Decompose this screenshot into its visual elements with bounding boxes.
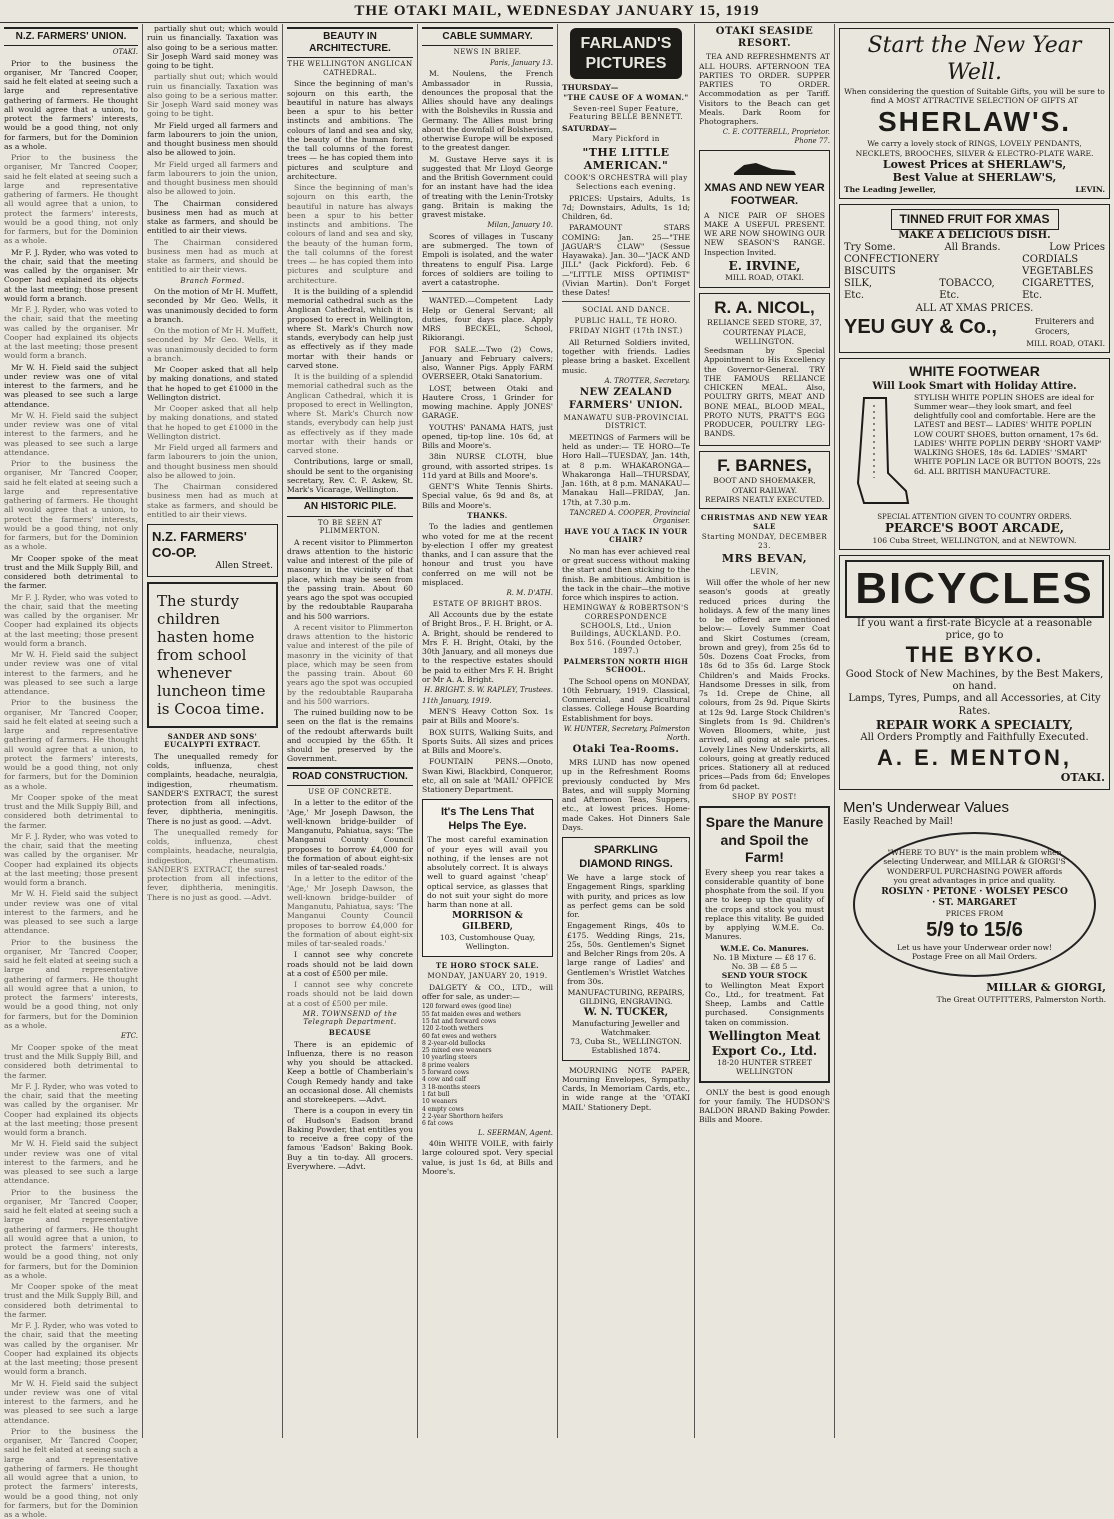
stock-item: 25 mixed ewe weaners [422,1047,492,1055]
white-special: SPECIAL ATTENTION GIVEN TO COUNTRY ORDERS. [877,512,1072,521]
historic-p2: The ruined building now to be seen on the flat is the remains of the redoubt afterwards built and occupied by the 65th. It should be preserved by the Government. [287,708,413,764]
farmers-union-p8: Prior to the business the organiser, Mr Tancred Cooper, said he felt elated at seeing such a large and representative gathering of farmers. He thought all would agree that a union, to protect the farmers' interests, would be a good thing, not only for farmers, but for the Dominion as a whole. [4,1187,138,1280]
lens-body: The most careful examination of your eyes will avail you nothing, if the lenses are not absolutely correct. It is always well to guard against 'cheap' optical service, as glasses that do not suit your sight do more harm than none at all. [427,835,548,909]
coop-ad-title: N.Z. FARMERS' CO-OP. [152,529,247,560]
col2-p1b: partially shut out; which would ruin us financially. Taxation was also going to be a serious matter. Sir Joseph Ward said money was going to be tight. [147,72,278,119]
menton-name: A. E. MENTON, [876,744,1073,770]
thanks-title: THANKS. [467,510,508,520]
manure-ad [699,806,830,1082]
cable-p2: M. Gustave Herve says it is suggested that Mr Lloyd George and the British Government could for an instant have had the idea of treating with the Lenin-Trotsky gang. Britain is making the gravest mistake. [422,154,553,219]
fruit-item [939,266,1022,278]
nzfu-signature: TANCRED A. COOPER, Provincial Organiser. [569,508,690,526]
farmers-union-p4-cont: Mr F. J. Ryder, who was voted to the chair, said that the meeting was called by the organiser. Mr Cooper had explained its objects at the last meeting; those present would form a branch. [4,592,138,648]
farmers-union-p3-cont2: Prior to the business the organiser, Mr Tancred Cooper, said he felt elated at seeing such a large and representative gathering of farmers. He thought all would agree that a union, to protect the farmers' interests, would be a good thing, not only for farmers, but for the Dominion as a whole. [4,459,138,552]
nzfu-subtitle: MANAWATU SUB-PROVINCIAL DISTRICT. [563,413,689,431]
xmas-footwear-ad [699,150,830,287]
manure-sub: W.M.E. Co. Manures. [720,943,809,953]
nicol-name: R. A. NICOL, [714,297,815,317]
col2-p5b: Mr Cooper asked that all help by making donations, and stated that he hoped to get £1000 in the Wellington district. [147,404,278,441]
farlands-logo: FARLAND'S PICTURES [570,28,682,79]
resort-title: OTAKI SEASIDE RESORT. [715,26,814,50]
newyear-title: Start the New Year Well. [867,33,1082,85]
cable-dateline-1: Paris, January 13. [489,58,553,67]
sherlaws-town: LEVIN. [1075,184,1105,194]
stock-sale-date: MONDAY, JANUARY 20, 1919. [427,972,548,981]
irvine-address: MILL ROAD, OTAKI. [725,273,804,283]
fruit-low: Low Prices [1049,241,1105,253]
fruit-item: BISCUITS [844,266,896,278]
nicol-ad [699,293,830,446]
under-shops: ROSLYN · PETONE · WOLSEY PESCO · ST. MARGARET [881,887,1068,909]
beauty-p2: It is the building of a splendid memorial cathedral such as the Anglican Cathedral, which it is proposed to erect in Wellington, where St. Mark's Church now stands, everybody can help just as effectively as if they made mortar with their hands or carved stone. [287,286,413,370]
fruit-item: VEGETABLES [1022,266,1094,278]
bicycles-title: BICYCLES [845,560,1103,618]
masthead-title: THE OTAKI MAIL, WEDNESDAY JANUARY 15, 1919 [354,3,760,19]
column-1 [0,24,143,1519]
resort-signature: C. E. COTTERELL, Proprietor. Phone 77. [722,128,830,145]
thursday-desc: Seven-reel Super Feature, Featuring BELLE BENNETT. [568,104,684,122]
cocoa-ad: The sturdy children hasten home from school whenever luncheon time is Cocoa time. [147,582,278,728]
thanks-signature: R. M. D'ATH. [506,589,553,598]
column-6 [695,24,835,1438]
school-signature: W. HUNTER, Secretary, Palmerston North. [563,724,690,742]
col2-p3b: The Chairman considered business men had as much at stake as farmers, and should be entitled to air their views. [147,237,278,275]
fruit-all: ALL AT XMAS PRICES. [915,302,1034,314]
fruit-item: Etc. [939,290,960,302]
stock-item: 8 prime vealers [422,1061,470,1069]
col2-p4b: On the motion of Mr H. Muffett, seconded by Mr Geo. Wells, it was unanimously decided to form a branch. [147,326,278,363]
under-prices: 5/9 to 15/6 [926,919,1023,942]
manure-send: SEND YOUR STOCK [721,971,808,981]
stock-item: 3 18-months steers [422,1083,481,1091]
fruit-row [844,242,1105,254]
white-footwear-ad [839,358,1110,550]
fruit-item: Etc. [844,290,865,302]
cable-p1: M. Noulens, the French Ambassador in Russia, denounces the proposal that the Allies should have any dealings with the Bolsheviks in Russia and Germany. The Allies must bring about the downfall of Bolshevism, otherwise Europe will be exposed to the greatest danger. [422,69,553,153]
sale-date: Starting MONDAY, DECEMBER 23. [701,533,828,550]
millar-name: MILLAR & GIORGI, [986,981,1106,995]
fruit-item: Etc. [1022,290,1043,302]
small-ad-1: BOX SUITS, Walking Suits, and Sports Suits. All sizes and prices at Bills and Moore's. [422,727,553,756]
road-p2b: I cannot see why concrete roads should not be laid down at a cost of £500 per mile. [287,980,413,1008]
stock-sale-signature: L. SEERMAN, Agent. [478,1128,553,1137]
fruit-sub: MAKE A DELICIOUS DISH. [898,229,1051,241]
because-body: There is an epidemic of Influenza, there is no reason why you should be attacked. Keep a bottle of Chamberlain's Cough Remedy handy and take an occasional dose. All chemists and storekeepers. —Advt. [287,1039,413,1104]
white-sub: Will Look Smart with Holiday Attire. [872,380,1077,392]
barnes-ad [699,451,830,509]
column-5 [558,24,695,1438]
farmers-union-p4-cont6: Mr W. H. Field said the subject under review was one of vital interest to the farmers, and he was pleased to see such a large attendance. [4,889,138,936]
beauty-p1b: Since the beginning of man's sojourn on this earth, the beautiful in nature has always been a spur to his better instincts and ambitions. The colours of land and sea and sky, the beauty of the human form, the tall columns of the forest trees — he has copied them into pictures and sculpture and architecture. [287,183,413,285]
sherlaws-stock: We carry a lovely stock of RINGS, LOVELY PENDANTS, NECKLETS, BROOCHES, SILVER & ELECTRO-PLATE WARE. [855,139,1094,158]
beauty-title: BEAUTY IN ARCHITECTURE. [287,27,413,58]
farmers-union-p4-cont2: Mr W. H. Field said the subject under review was one of vital interest to the farmers, and he was pleased to see such a large attendance. [4,650,138,697]
bevan-signature: SHOP BY POST! [732,792,797,801]
under-body: "WHERE TO BUY" is the main problem when selecting Underwear, and MILLAR & GIORGI'S WONDERFUL PURCHASING POWER affords you great advantages in price and quality. [883,848,1066,885]
rings-title: SPARKLING DIAMOND RINGS. [579,844,673,870]
stock-sale-title: TE HORO STOCK SALE. [435,960,540,970]
farmers-union-p3: Mr W. H. Field said the subject under review was one of vital interest to the farmers, and he was pleased to see such a large attendance. [4,362,138,409]
shoe-icon [730,155,800,177]
stock-item: 5 forward cows [422,1069,469,1077]
tearooms-body: MRS LUND has now opened up in the Refreshment Rooms previously conducted by Mrs Bates, and will supply Morning and Afternoon Teas, Suppers, etc., at lowest prices. Home-made Cakes. Hot Dinners Sale Days. [562,758,690,832]
tearooms-title: Otaki Tea-Rooms. [572,744,680,756]
xmas-footwear-body: A NICE PAIR OF SHOES MAKE A USEFUL PRESENT. WE ARE NOW SHOWING OUR NEW SEASON'S RANGE. Inspection Invited. [704,210,825,257]
road-title: ROAD CONSTRUCTION. [287,767,413,786]
col2-p1: partially shut out; which would ruin us financially. Taxation was also going to be a serious matter. Sir Joseph Ward said money was going to be tight. [147,24,278,70]
tack-signature: HEMINGWAY & ROBERTSON'S CORRESPONDENCE SCHOOLS, Ltd., Union Buildings, AUCKLAND. P.O. Box 516. (Founded October, 1897.) [563,604,689,656]
coop-ad [147,524,278,577]
classified-3: YOUTHS' PANAMA HATS, just opened, tip-top line. 10s 6d, at Bills and Moore's. [422,422,553,451]
stock-sale-intro: DALGETY & CO., LTD., will offer for sale, as under:— [422,982,553,1001]
stock-item: 4 cow and calf [422,1076,467,1084]
column-2 [143,24,283,1438]
farmers-union-p3-cont: Mr W. H. Field said the subject under review was one of vital interest to the farmers, and he was pleased to see such a large attendance. [4,410,138,457]
newyear-body: When considering the question of Suitable Gifts, you will be sure to find A MOST ATTRACTIVE SELECTION OF GIFTS AT [844,86,1105,105]
road-p2: I cannot see why concrete roads should not be laid down at a cost of £500 per mile. [287,950,413,978]
tack-body: No man has ever achieved real or great success without making the start and then sticking to the finish. Be ambitious. Ambition is the tack in the chair—the motive force which inspires to action. [562,546,690,603]
dance-date: FRIDAY NIGHT (17th INST.) [569,327,683,336]
beauty-p2b: It is the building of a splendid memorial cathedral such as the Anglican Cathedral, which it is proposed to erect in Wellington, where St. Mark's Church now stands, everybody can help just as effectively as if they made mortar with their hands or carved stone. [287,372,413,456]
fruit-items [844,254,1105,303]
dance-title: SOCIAL AND DANCE. [582,306,670,315]
farmers-union-p5: Mr Cooper spoke of the meat trust and the Milk Supply Bill, and considered both detrimental to the farmer. [4,1042,138,1080]
column-3 [283,24,418,1438]
fruit-item: CIGARETTES, [1022,278,1095,290]
byko: THE BYKO. [905,642,1044,668]
hudson-body: There is a coupon in every tin of Hudson's Eadson brand Baking Powder, that entitles you to receive a free copy of the famous 'Eadson' Baking Book. Buy a tin to-day. All grocers. Everywhere. —Advt. [287,1106,413,1171]
stock-item: 120 2-tooth wethers [422,1025,484,1033]
manure-firm: Wellington Meat Export Co., Ltd. [708,1028,821,1058]
pearce-name: PEARCE'S BOOT ARCADE, [885,521,1064,536]
stock-item: 4 empty cows [422,1105,464,1113]
cable-p3: Scores of villages in Tuscany are submerged. The town of Empoli is isolated, and the water threatens to engulf Pisa. Large forces of soldiers are toiling to avert a catastrophe. [422,231,553,288]
bicycles-ad [839,555,1110,790]
sanders-body-b: The unequalled remedy for colds, influenza, chest complaints, headache, neuralgia, indigestion, rheumatism. SANDER'S EXTRACT, the surest protection from all infections, fever, diphtheria, meningitis. There is no just as good. —Advt. [147,827,278,902]
thursday-film: "THE CAUSE OF A WOMAN." [563,93,689,103]
sherlaws-footer [844,185,1105,194]
farmers-union-p10: Mr F. J. Ryder, who was voted to the chair, said that the meeting was called by the organiser. Mr Cooper had explained its objects at the last meeting; those present would form a branch. [4,1321,138,1377]
manure-title: Spare the Manure and Spoil the Farm! [705,814,824,865]
road-signature: MR. TOWNSEND of the Telegraph Department. [302,1009,398,1027]
fruit-title: TINNED FRUIT FOR XMAS [891,209,1059,230]
rings-services: MANUFACTURING, REPAIRS, GILDING, ENGRAVING. [567,988,685,1007]
sherlaws-ad [839,28,1110,199]
barnes-name: F. BARNES, [717,455,812,475]
fruit-brands: All Brands. [944,241,1001,253]
col2-p5: Mr Cooper asked that all help by making donations, and stated that he hoped to get £1000 in the Wellington district. [147,365,278,402]
road-p1b: In a letter to the editor of the 'Age,' Mr Joseph Dawson, the well-known bridge-builder of Manganutu, Pahiatua, says: 'The Manganui County Council proposes to borrow £4,000 for the formation of about eight-six miles of tar-sealed roads.' [287,874,413,949]
farmers-union-p4-cont5: Mr F. J. Ryder, who was voted to the chair, said that the meeting was called by the organiser. Mr Cooper had explained its objects at the last meeting; those present would form a branch. [4,831,138,888]
under-circle [853,832,1096,977]
yeu-name: YEU GUY & Co., [844,315,997,338]
rings-address: 73, Cuba St., WELLINGTON. Established 1874. [570,1037,682,1056]
stock-item: 55 fat maiden ewes and wethers [422,1010,521,1018]
cable-title: CABLE SUMMARY. [422,27,553,46]
small-ad-2: FOUNTAIN PENS.—Onoto, Swan Kiwi, Blackbird, Conqueror, etc, all on sale at 'MAIL' OFFICE Stationery Department. [422,757,553,795]
nzfu-title: NEW ZEALAND FARMERS' UNION. [568,387,684,411]
dance-body: All Returned Soldiers invited, together with friends. Ladies please bring a basket. Excellent music. [562,337,690,375]
manure-address: 18-20 HUNTER STREET WELLINGTON [717,1058,812,1077]
bevan-body: Will offer the whole of her new season's goods at greatly reduced prices during the holidays. A few of the many lines to be offered are mentioned below:— Lovely Summer Coat and Skirt Costumes (cream, brown and grey), from 25s 6d to 50s. Dozens Coat Frocks, from 18s 6d to 35s 6d. Large Stock Children's and Maids Frocks. Handsome Dresses in silk, from 7s 1d. Crepe de Chine, all colours, from 2s 9d. Pique Skirts at 12s 9d. Large Stock Children's Singlets from 1s 9d. Children's Woven Bloomers, white, just arrived, all going at sale prices. Lovely Lines New Underskirts, all colours, going at greatly reduced prices. Stationery all at reduced prices—Pads from 6d; Envelopes from 6d packet. [699,578,830,791]
millar-sub: The Great OUTFITTERS, Palmerston North. [936,994,1106,1004]
historic-p1b: A recent visitor to Plimmerton draws attention to the historic value and interest of the pile of masonry in the vicinity of that place, which may be seen from the passing train. About 60 years ago the spot was occupied by the redoubtable Rauparaha and his 500 warriors. [287,622,413,706]
farmers-union-p9: Mr Cooper spoke of the meat trust and the Milk Supply Bill, and considered both detrimental to the farmer. [4,1282,138,1319]
bevan-town: LEVIN, [750,567,779,576]
farmers-union-p4-cont7: Prior to the business the organiser, Mr Tancred Cooper, said he felt elated at seeing such a large and representative gathering of farmers. He thought all would agree that a union, to protect the farmers' interests, would be a good thing, not only for farmers, but for the Dominion as a whole. [4,937,138,1030]
white-title: WHITE FOOTWEAR [909,363,1040,380]
voile-ad: 40in WHITE VOILE, with fairly large coloured spot. Very special value, is just 1s 6d, at Bills and Moore's. [422,1139,553,1176]
column-7 [835,24,1114,1438]
dance-venue: PUBLIC HALL, TE HORO. [574,316,678,325]
tinned-fruit-ad [839,204,1110,354]
road-p1: In a letter to the editor of the 'Age,' Mr Joseph Dawson, the well-known bridge-builder of Manganutu, Pahiatua, says: 'The Manganui County Council proposes to borrow £4,000 for the formation of about eight-six miles of tar-sealed roads.' [287,798,413,873]
rings-body: We have a large stock of Engagement Rings, sparkling with purity, and prices as low as perfect gems can be sold for. [567,873,685,920]
stock-item: 1 fat bull [422,1091,450,1098]
beauty-subtitle: THE WELLINGTON ANGLICAN CATHEDRAL. [287,60,413,77]
fruit-item: TOBACCO, [939,278,995,290]
hudson-bottom: ONLY the best is good enough for your family. The HUDSON'S BALDON BRAND Baking Powder. Bills and Moore. [699,1087,830,1125]
farmers-union-p6: Mr F. J. Ryder, who was voted to the chair, said that the meeting was called by the organiser. Mr Cooper had explained its objects at the last meeting; those present would form a branch. [4,1081,138,1137]
col2-p2b: Mr Field urged all farmers and farm labourers to join the union, and thought business men should also be allowed to join. [147,159,278,197]
beauty-p1: Since the beginning of man's sojourn on this earth, the beautiful in nature has always been a spur to his better instincts and ambitions. The colours of land and sea and sky, the beauty of the human form, the tall columns of the forest trees — he has copied them into pictures and sculpture and architecture. [287,79,413,181]
estate-body: All Accounts due by the estate of Bright Bros., F. H. Bright, or A. A. Bright, should be rendered to Mrs F. H. Bright, Otaki, by the 30th January, and all moneys due to the respective estates should be paid to either Mrs F. H. Bright or Mr A. A. Bright. [422,610,553,684]
stock-item: 6 fat cows [422,1120,454,1128]
barnes-repairs: REPAIRS NEATLY EXECUTED. [704,494,825,504]
saturday-star: Mary Pickford in [592,135,660,144]
yeu-address: MILL ROAD, OTAKI. [1026,339,1105,349]
sherlaws-tag: The Leading Jeweller, [844,184,936,194]
boot-icon [844,393,914,513]
farmers-union-p4-cont3: Prior to the business the organiser, Mr Tancred Cooper, said he felt elated at seeing such a large and representative gathering of farmers. He thought all would agree that a union, to protect the farmers' interests, would be a good thing, not only for farmers, but for the Dominion as a whole. [4,698,138,791]
school-title: PALMERSTON NORTH HIGH SCHOOL. [563,656,689,675]
sherlaws-prices: Lowest Prices at SHERLAW'S, [882,157,1067,171]
lens-ad [422,799,553,956]
dance-signature: A. TROTTER, Secretary. [604,376,690,385]
sherlaws-value: Best Value at SHERLAW'S, [892,171,1057,185]
underwear-ad [839,795,1110,1008]
divider [422,291,553,292]
bike-body: If you want a first-rate Bicycle at a reasonable price, go to [857,617,1092,641]
small-ad-0: MEN'S Heavy Cotton Sox. 1s pair at Bills and Moore's. [422,707,553,726]
bike-parts: Lamps, Tyres, Pumps, and all Accessories, at City Rates. [848,693,1101,717]
classified-4: 38in NURSE CLOTH, blue ground, with assorted stripes. 1s 11d yard at Bills and Moore's. [422,452,553,480]
farmers-union-p7: Mr W. H. Field said the subject under review was one of vital interest to the farmers, and he was pleased to see such a large attendance. [4,1139,138,1186]
yeu-row [844,315,1105,339]
saturday-film: "THE LITTLE AMERICAN." [582,145,670,173]
farmers-union-p1: Prior to the business the organiser, Mr Tancred Cooper, said he felt elated at seeing such a large and representative gathering of farmers. He thought all would agree that a union, to protect the farmers' interests, would be a good thing, not only for farmers, but for the Dominion as a whole. [4,58,138,151]
classified-2: LOST, between Otaki and Hautere Cross, 1 Grinder for mowing machine. Apply JONES' GARAGE. [422,383,553,421]
because-title: BECAUSE [328,1027,372,1037]
farmers-union-p2-cont: Mr F. J. Ryder, who was voted to the chair, said that the meeting was called by the organiser. Mr Cooper had explained its objects at the last meeting; those present would form a branch. [4,305,138,361]
historic-p1: A recent visitor to Plimmerton draws attention to the historic value and interest of the pile of masonry in the vicinity of that place, which may be seen from the passing train. About 60 years ago the spot was occupied by the redoubtable Rauparaha and his 500 warriors. [287,537,413,621]
lens-address: 103, Customhouse Quay, Wellington. [439,933,536,952]
farmers-union-p12: Prior to the business the organiser, Mr Tancred Cooper, said he felt elated at seeing such a large and representative gathering of farmers. He thought all would agree that a union, to protect the farmers' interests, would be a good thing, not only for farmers, but for the Dominion as a whole. [4,1426,138,1519]
farmers-union-p4: Mr Cooper spoke of the meat trust and the Milk Supply Bill, and considered both detrimental to the farmer. [4,553,138,591]
barnes-sub: BOOT AND SHOEMAKER, OTAKI RAILWAY. [713,476,816,495]
col2-p2: Mr Field urged all farmers and farm labourers to join the union, and thought business men should also be allowed to join. [147,120,278,158]
nicol-sub: RELIANCE SEED STORE, 37, COURTENAY PLACE, WELLINGTON. [707,318,822,346]
saturday-label: SATURDAY— [562,123,617,133]
sanders-title: SANDER AND SONS' EUCALYPTI EXTRACT. [164,731,261,750]
lens-title: It's The Lens That Helps The Eye. [440,806,535,832]
classified-1: FOR SALE.—Two (2) Cows, January and February calvers; also, Wanner Pigs. Apply FARM OVERSEER, Otaki Sanatorium. [422,344,553,382]
yeu-trade: Fruiterers and Grocers, [1035,317,1095,336]
estate-signature: H. BRIGHT. S. W. RAPLEY, Trustees. [424,686,553,695]
sale-title: CHRISTMAS AND NEW YEAR SALE [700,513,829,531]
xmas-footwear-title: XMAS AND NEW YEAR FOOTWEAR. [704,181,825,208]
rings-firm: W. N. TUCKER, [583,1006,669,1018]
farmers-union-title: N.Z. FARMERS' UNION. [4,27,138,46]
under-note: Let us have your Underwear order now! Postage Free on all Mail Orders. [896,942,1053,961]
lens-firm: MORRISON & GILBERD, [452,911,523,933]
fruit-item: CONFECTIONERY [844,253,940,265]
manure-table: No. 1B Mixture — £8 17 6. No. 3B — £8 5 — [712,952,817,972]
prices: PRICES: Upstairs, Adults, 1s 7d; Downstairs, Adults, 1s 1d; Children, 6d. [562,193,690,222]
under-title: Men's Underwear Values [843,798,1009,816]
rings-list: Engagement Rings, 40s to £175. Wedding Rings, 21s, 25s, 50s. Gentlemen's Signet and Belcher Rings from 20s. A large range of Ladies' and Gentlemen's Wristlet Watches from 30s. [567,921,685,986]
coming-attractions: PARAMOUNT STARS COMING: Jan. 25—"THE JAGUAR'S CLAW" (Sessue Hayawaka). Jan. 30—"JACK AND JILL" (Jack Pickford). Feb. 6—"LITTLE MISS OPTIMIST" (Vivian Martin). Don't Forget these Dates! [562,223,690,298]
stock-item: 8 2-year-old bullocks [422,1039,486,1047]
manure-send-body: to Wellington Meat Export Co., Ltd., for treatment. Fat Sheep, Lambs and Cattle purchased. Consignments taken on commission. [705,980,824,1027]
pearce-address: 106 Cuba Street, WELLINGTON, and at NEWTOWN. [872,535,1077,545]
stock-item: 60 fat ewes and wethers [422,1032,497,1040]
branch-heading: Branch Formed. [180,276,245,285]
fruit-item: CORDIALS [1022,253,1079,265]
farmers-union-p4-cont4: Mr Cooper spoke of the meat trust and the Milk Supply Bill, and considered both detrimental to the farmer. [4,792,138,830]
stock-item: 10 yearling steers [422,1054,477,1062]
masthead [0,0,1114,23]
bevan-name: MRS BEVAN, [721,552,808,566]
bike-repair: REPAIR WORK A SPECIALTY, [875,717,1074,732]
stock-item: 10 weaners [422,1098,458,1106]
thanks-body: To the ladies and gentlemen who voted for me at the recent by-election I offer my greatest thanks, and I can assure that the honour and trust you have conferred on me will not be misplaced. [422,522,553,587]
sherlaws-name: SHERLAW'S. [877,106,1072,138]
nzfu-body: MEETINGS of Farmers will be held as under:— TE HORO—Te Horo Hall—TUESDAY, Jan. 14th, at 8 p.m. WHAKARONGA—Whakaronga Hall—THURSDAY, Jan. 16th, at 8 p.m. MANAKAU—Manakau Hall—FRIDAY, Jan. 17th, at 7.30 p.m. [562,432,690,507]
resort-body: TEA AND REFRESHMENTS AT ALL HOURS. AFTERNOON TEA PARTIES TO ORDER. SUPPER PARTIES TO ORDER. Accommodation as per Tariff. Visitors to the Beach can get Meals. Dark Room for Photographers. [699,52,830,127]
white-body: STYLISH WHITE POPLIN SHOES are ideal for Summer wear—they look smart, and feel delightfully cool and comfortable. Here are the LATEST and BEST— LADIES' WHITE POPLIN LOW COURT SHOES, button ornament, 17s 6d. LADIES' WHITE POPLIN DERBY 'SHORT VAMP' WALKING SHOES, 18s 6d. LADIES' 'SMART' WHITE POPLIN LACE OR BUTTON BOOTS, 22s 6d. ALL BRITISH MANUFACTURE. [914,392,1102,476]
stock-list [422,1003,553,1127]
stock-item: 2 2-year Shorthorn heifers [422,1112,503,1120]
sanders-body: The unequalled remedy for colds, influenza, chest complaints, headache, neuralgia, indigestion, rheumatism. SANDER'S EXTRACT, the surest protection from all infections, fever, diphtheria, meningitis. There is no just as good. —Advt. [147,751,278,826]
coop-ad-sub: Allen Street. [215,560,273,571]
fruit-item [939,254,1022,266]
stock-item: 120 forward ewes (good line) [422,1003,512,1011]
school-body: The School opens on MONDAY, 10th February, 1919. Classical, Commercial, and Agricultural classes. College House Boarding Establishment for boys. [562,676,690,723]
farmers-union-p2: Mr F. J. Ryder, who was voted to the chair, said that the meeting was called by the organiser. Mr Cooper had explained its objects at the last meeting; those present would form a branch. [4,247,138,303]
rings-ad [562,837,690,1061]
road-subtitle: USE OF CONCRETE. [308,787,392,796]
menton-town: OTAKI. [1060,771,1105,785]
tack-title: HAVE YOU A TACK IN YOUR CHAIR? [564,526,688,545]
orchestra: COOK'S ORCHESTRA will play Selections each evening. [564,174,688,191]
white-body-row [844,393,1105,513]
column-4 [418,24,558,1438]
farmers-union-p1-cont: Prior to the business the organiser, Mr Tancred Cooper, said he felt elated at seeing such a large and representative gathering of farmers. He thought all would agree that a union, to protect the farmers' interests, would be a good thing, not only for farmers, but for the Dominion as a whole. [4,153,138,246]
divider [562,301,690,302]
stock-item: 15 fat and forward cows [422,1017,497,1025]
estate-date: 11th January, 1919. [422,696,492,705]
mourning-ad: MOURNING NOTE PAPER, Mourning Envelopes, Sympathy Cards, In Memoriam Cards, etc., in wide range at the 'OTAKI MAIL' Stationery Dept. [562,1065,690,1112]
historic-subtitle: TO BE SEEN AT PLIMMERTON. [317,518,383,536]
col2-p3: The Chairman considered business men had as much at stake as farmers, and should be entitled to air their views. [147,198,278,236]
col2-p4: On the motion of Mr H. Muffett, seconded by Mr Geo. Wells, it was unanimously decided to form a branch. [147,287,278,324]
estate-title: ESTATE OF BRIGHT BROS. [432,599,543,608]
under-prices-label: PRICES FROM [945,909,1004,918]
farmers-union-marginal: ETC. [120,1032,138,1041]
bike-stock: Good Stock of New Machines, by the Best Makers, on hand. [845,669,1104,693]
fruit-try: Try Some. [844,241,896,253]
farmers-union-kicker: OTAKI. [112,48,138,57]
historic-title: AN HISTORIC PILE. [287,497,413,516]
bike-orders: All Orders Promptly and Faithfully Executed. [860,732,1089,744]
manure-body: Every sheep you rear takes a considerable quantity of bone phosphate from the soil. If you are to keep up the quality of the crops and stock you must replace this vitality. Be guided by applying W.M.E. Co. Manures. [705,867,824,942]
cable-subtitle: NEWS IN BRIEF. [453,48,522,57]
cable-dateline-2: Milan, January 10. [487,221,553,230]
nicol-body: Seedsman by Special Appointment to His Excellency the Governor-General. TRY THE FAMOUS RELIANCE CHICKEN MEAL. Also, POULTRY GRITS, MEAT AND BONE MEAL, BLOOD MEAL, PROTO NUTS, PRATT'S EGG PRODUCER, POULTRY LEG-BANDS. [704,346,825,439]
beauty-p3: Contributions, large or small, should be sent to the organising secretary, Rev. C. F. Askew, St. Mark's Vicarage, Wellington. [287,457,413,495]
col2-p5d: The Chairman considered business men had as much at stake as farmers, and should be entitled to air their views. [147,482,278,519]
under-sub: Easily Reached by Mail! [843,817,954,828]
rings-trade: Manufacturing Jeweller and Watchmaker. [571,1018,681,1037]
thursday-label: THURSDAY— [562,83,619,93]
col2-p5c: Mr Field urged all farmers and farm labourers to join the union, and thought business men should also be allowed to join. [147,443,278,480]
farmers-union-p11: Mr W. H. Field said the subject under review was one of vital interest to the farmers, and he was pleased to see such a large attendance. [4,1378,138,1425]
irvine: E. IRVINE, [728,258,801,273]
classified-0: WANTED.—Competent Lady Help or General Servant; all duties, four days place. Apply MRS BECKEL, School, Rikiorangi. [422,296,553,343]
fruit-item: SILK, [844,278,873,290]
classified-5: GENT'S White Tennis Shirts. Special value, 6s 9d and 8s, at Bills and Moore's. [422,482,553,510]
